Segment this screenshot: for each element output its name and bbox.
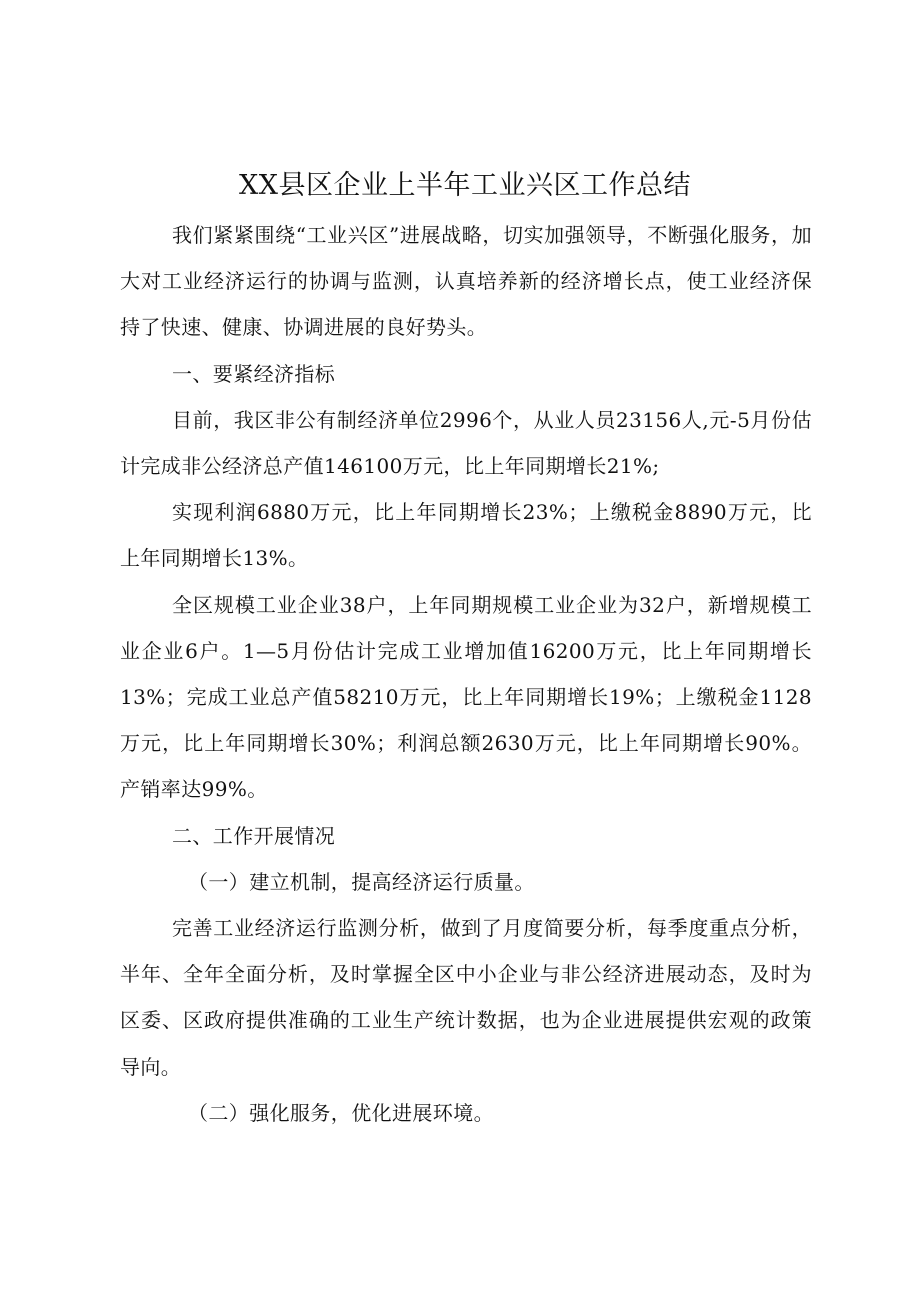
paragraph-profit-tax: 实现利润6880万元，比上年同期增长23%；上缴税金8890万元，比上年同期增长13%。 — [120, 500, 812, 571]
subheading-mechanism: （一）建立机制，提高经济运行质量。 — [188, 869, 535, 894]
subheading-service: （二）强化服务，优化进展环境。 — [188, 1100, 494, 1125]
paragraph-nonpublic-economy: 目前，我区非公有制经济单位2996个，从业人员23156人,元-5月份估计完成非公经济总产值146100万元，比上年同期增长21%; — [120, 407, 812, 479]
section-heading-main-indicators: 一、要紧经济指标 — [172, 361, 336, 386]
document-title: XX县区企业上半年工业兴区工作总结 — [239, 170, 691, 201]
intro-paragraph: 我们紧紧围绕“工业兴区”进展战略，切实加强领导，不断强化服务，加大对工业经济运行的协调与监测，认真培养新的经济增长点，使工业经济保持了快速、健康、协调进展的良好势头。 — [120, 223, 812, 340]
paragraph-scale-industry: 全区规模工业企业38户，上年同期规模工业企业为32户，新增规模工业企业6户。1—5月份估计完成工业增加值16200万元，比上年同期增长13%；完成工业总产值58210万元，比上年同期增长19%；上缴税金1128万元，比上年同期增长30%；利润总额2630万元，比上年同期增长90%。产销率达99%。 — [120, 592, 812, 802]
section-heading-work-progress: 二、工作开展情况 — [172, 823, 336, 848]
paragraph-monitoring: 完善工业经济运行监测分析，做到了月度简要分析，每季度重点分析，半年、全年全面分析，及时掌握全区中小企业与非公经济进展动态，及时为区委、区政府提供准确的工业生产统计数据，也为企业进展提供宏观的政策导向。 — [120, 916, 812, 1079]
document-body — [120, 212, 812, 1136]
